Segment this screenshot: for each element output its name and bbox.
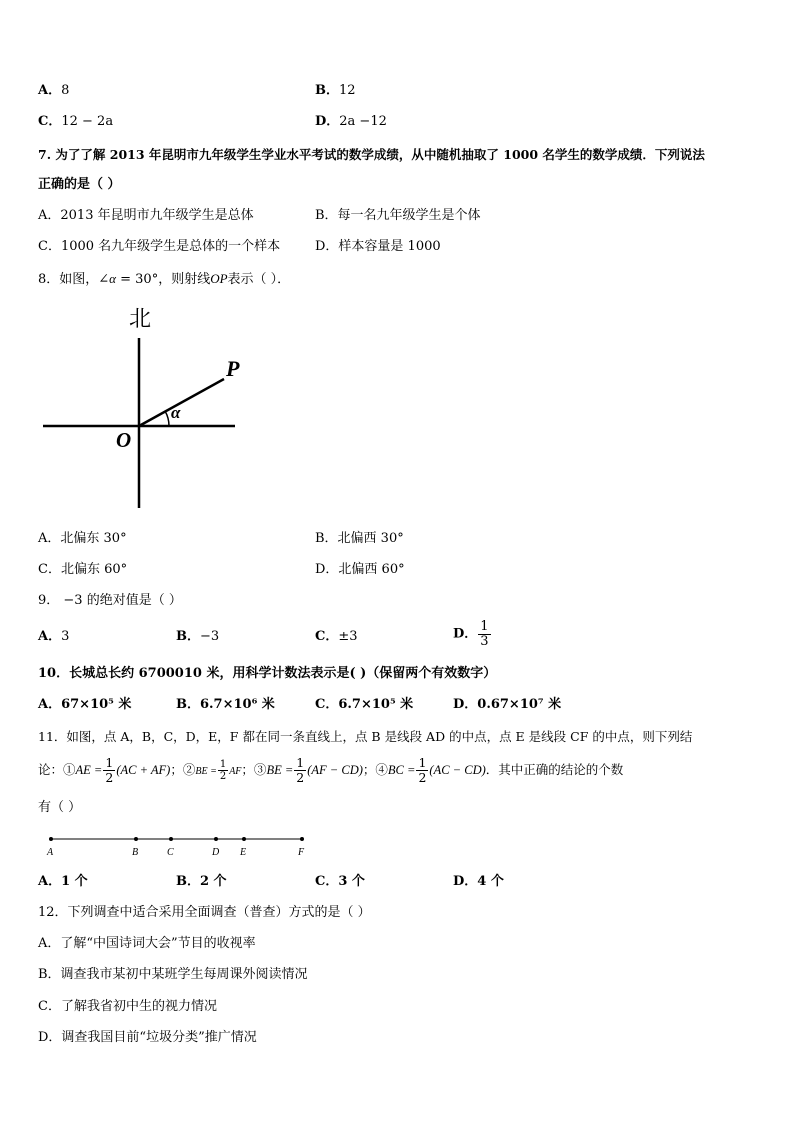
label-d: D <box>212 847 220 858</box>
q6-option-d <box>315 113 387 131</box>
alpha-symbol: α <box>109 271 116 286</box>
q11-stem-line2 <box>38 756 623 785</box>
q8-stem-mid: = 30°，则射线 <box>116 272 211 287</box>
q12-option-a: A．了解“中国诗词大会”节目的收视率 <box>38 936 256 951</box>
fraction-denominator: 2 <box>219 771 227 782</box>
conclusion-3-lhs: BE = <box>266 763 294 777</box>
fraction-denominator: 3 <box>480 634 489 649</box>
q8-option-c: C．北偏东 60° <box>38 562 128 577</box>
option-label: D． <box>315 114 340 129</box>
q6-option-a <box>38 82 69 100</box>
fraction-numerator: 1 <box>418 755 427 770</box>
fraction-half <box>218 759 228 782</box>
fraction-numerator: 1 <box>219 759 227 770</box>
fraction-denominator: 2 <box>105 770 114 785</box>
conclusion-4-lhs: BC = <box>387 763 416 777</box>
q10-option-a: A．67×10⁵ 米 <box>38 697 132 712</box>
q6-option-c <box>38 113 113 131</box>
q11-option-b: B．2 个 <box>176 874 227 889</box>
fraction-denominator: 2 <box>296 770 305 785</box>
option-text: −3 <box>200 629 220 644</box>
q10-option-d: D．0.67×10⁷ 米 <box>453 697 562 712</box>
q6-option-b <box>315 82 356 100</box>
q9-option-a <box>38 628 69 646</box>
conclusion-1-lhs: AE = <box>75 763 103 777</box>
ray-op <box>139 379 224 426</box>
label-c: C <box>167 847 174 858</box>
q7-option-a: A．2013 年昆明市九年级学生是总体 <box>38 208 254 223</box>
fraction-numerator: 1 <box>480 619 489 634</box>
option-text: 2a −12 <box>339 114 387 129</box>
q8-option-d: D．北偏西 60° <box>315 562 405 577</box>
label-a: A <box>47 847 54 858</box>
option-text: 12 <box>339 83 356 98</box>
q11-option-d: D．4 个 <box>453 874 504 889</box>
fraction-denominator: 2 <box>418 770 427 785</box>
fraction-half <box>416 756 428 785</box>
fraction-numerator: 1 <box>296 755 305 770</box>
compass-figure <box>38 300 248 515</box>
north-label: 北 <box>129 306 152 331</box>
option-label: B． <box>176 629 200 644</box>
point-f <box>300 837 304 841</box>
conclusion-2-marker: ；② <box>170 762 196 777</box>
conclusion-2-lhs: BE = <box>195 766 217 777</box>
option-text: 8 <box>61 83 70 98</box>
point-c <box>169 837 173 841</box>
q8-option-b: B．北偏西 30° <box>315 531 404 546</box>
alpha-label: α <box>171 403 181 422</box>
q8-option-a: A．北偏东 30° <box>38 531 127 546</box>
origin-o-label: O <box>116 428 132 452</box>
conclusion-2-rhs: AF <box>229 766 242 777</box>
conclusion-3-rhs: (AF − CD) <box>307 763 363 777</box>
ray-name: OP <box>210 271 228 286</box>
option-label: D． <box>453 626 478 642</box>
conclusion-4-marker: ；④ <box>362 762 388 777</box>
q12-option-c: C．了解我省初中生的视力情况 <box>38 999 217 1014</box>
q11-option-a: A．1 个 <box>38 874 88 889</box>
option-label: A． <box>38 629 62 644</box>
fraction-numerator: 1 <box>105 755 114 770</box>
q9-option-d <box>453 620 492 649</box>
point-b <box>134 837 138 841</box>
q7-option-b: B．每一名九年级学生是个体 <box>315 208 481 223</box>
q12-option-b: B．调查我市某初中某班学生每周课外阅读情况 <box>38 967 308 982</box>
q10-stem: 10．长城总长约 6700010 米，用科学计数法表示是( )（保留两个有效数字） <box>38 666 497 681</box>
q8-stem <box>38 270 290 289</box>
q11-option-c: C．3 个 <box>315 874 365 889</box>
q10-option-c: C．6.7×10⁵ 米 <box>315 697 414 712</box>
q11-stem-line3: 有（ ） <box>38 800 82 815</box>
option-label: B． <box>315 83 339 98</box>
conclusion-3-marker: ；③ <box>241 762 267 777</box>
point-a <box>49 837 53 841</box>
option-text: 12 − 2a <box>61 114 114 129</box>
conclusion-1-marker: 论：① <box>38 762 76 777</box>
q9-option-b <box>176 628 219 646</box>
fraction-one-third <box>478 620 490 649</box>
conclusion-1-rhs: (AC + AF) <box>116 763 171 777</box>
q8-stem-suffix: 表示（ ）． <box>227 272 291 287</box>
label-f: F <box>298 847 305 858</box>
q11-stem-line1: 11．如图，点 A，B，C，D，E，F 都在同一条直线上，点 B 是线段 AD 的中点，点 E 是线段 CF 的中点，则下列结 <box>38 729 693 744</box>
q7-stem-line2: 正确的是（ ） <box>38 177 121 192</box>
point-p-label: P <box>226 356 240 381</box>
q8-stem-prefix: 8．如图，∠ <box>38 272 110 287</box>
q10-option-b: B．6.7×10⁶ 米 <box>176 697 275 712</box>
q7-option-d: D．样本容量是 1000 <box>315 239 441 254</box>
angle-arc <box>165 411 169 426</box>
option-text: 3 <box>61 629 70 644</box>
q7-option-c: C．1000 名九年级学生是总体的一个样本 <box>38 239 281 254</box>
q12-option-d: D．调查我国目前“垃圾分类”推广情况 <box>38 1030 257 1045</box>
label-e: E <box>240 847 247 858</box>
label-b: B <box>132 847 139 858</box>
fraction-half <box>294 756 306 785</box>
option-text: ±3 <box>338 629 358 644</box>
conclusion-4-rhs: (AC − CD) <box>429 763 486 777</box>
q9-option-c <box>315 628 358 646</box>
option-label: C． <box>38 114 62 129</box>
point-d <box>214 837 218 841</box>
point-e <box>242 837 246 841</box>
q9-stem: 9． −3 的绝对值是（ ） <box>38 593 182 608</box>
q12-stem: 12．下列调查中适合采用全面调查（普查）方式的是（ ） <box>38 905 371 920</box>
q7-stem-line1: 7. 为了了解 2013 年昆明市九年级学生学业水平考试的数学成绩，从中随机抽取了 1000 名学生的数学成绩．下列说法 <box>38 147 705 162</box>
fraction-half <box>103 756 115 785</box>
option-label: C． <box>315 629 339 644</box>
line-segment-figure <box>40 828 320 858</box>
q11-line2-suffix: ．其中正确的结论的个数 <box>485 762 624 777</box>
option-label: A． <box>38 83 62 98</box>
